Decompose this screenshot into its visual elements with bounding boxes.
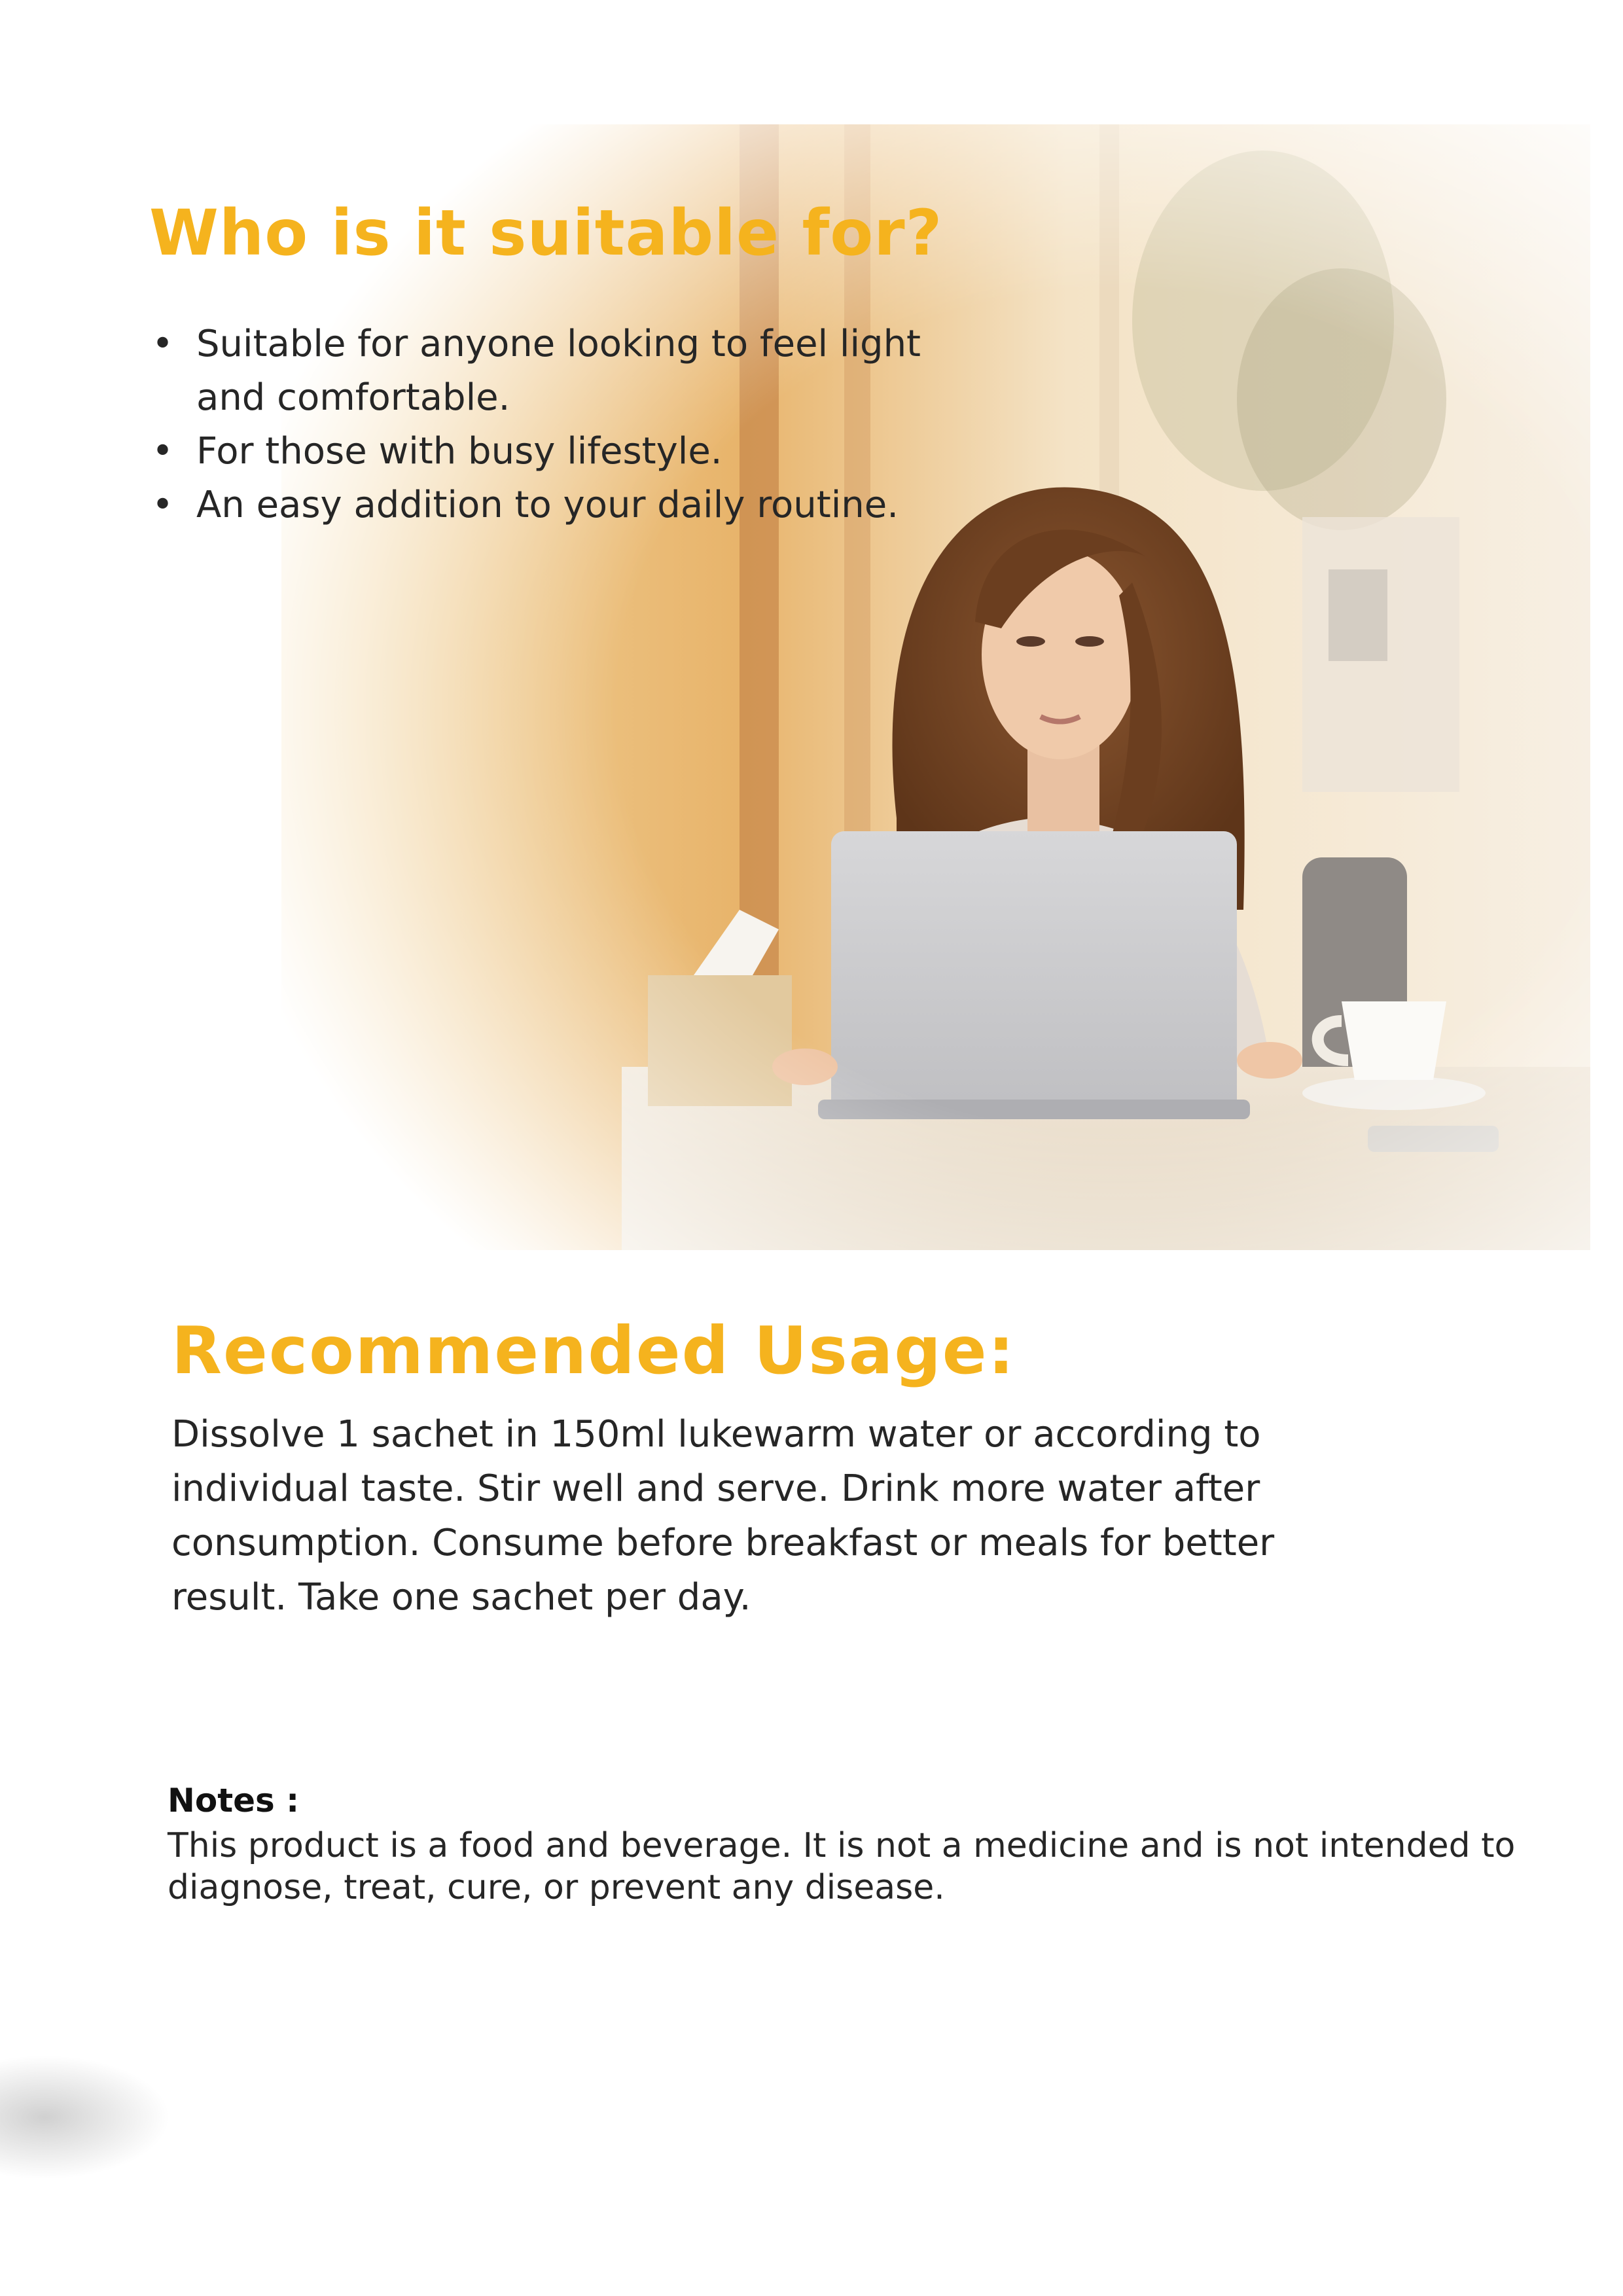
- notes-title: Notes :: [168, 1782, 300, 1820]
- list-item: • For those with busy lifestyle.: [152, 425, 976, 478]
- list-item: • An easy addition to your daily routine.: [152, 478, 976, 532]
- suitable-list: [152, 317, 976, 532]
- usage-heading: Recommended Usage:: [171, 1312, 1016, 1389]
- decorative-shadow: [0, 2055, 170, 2179]
- usage-text: Dissolve 1 sachet in 150ml lukewarm water or according to individual taste. Stir well and serve. Drink more water after consumption. Consume before breakfast or meals for better result. Take one sachet per day.: [171, 1413, 1275, 1619]
- notes-text: This product is a food and beverage. It is not a medicine and is not intended to diagnose, treat, cure, or prevent any disease.: [168, 1826, 1516, 1907]
- suitable-heading: Who is it suitable for?: [149, 196, 943, 270]
- woman-laptop-photo: [281, 124, 1590, 1250]
- list-item: • Suitable for anyone looking to feel light and comfortable.: [152, 317, 976, 425]
